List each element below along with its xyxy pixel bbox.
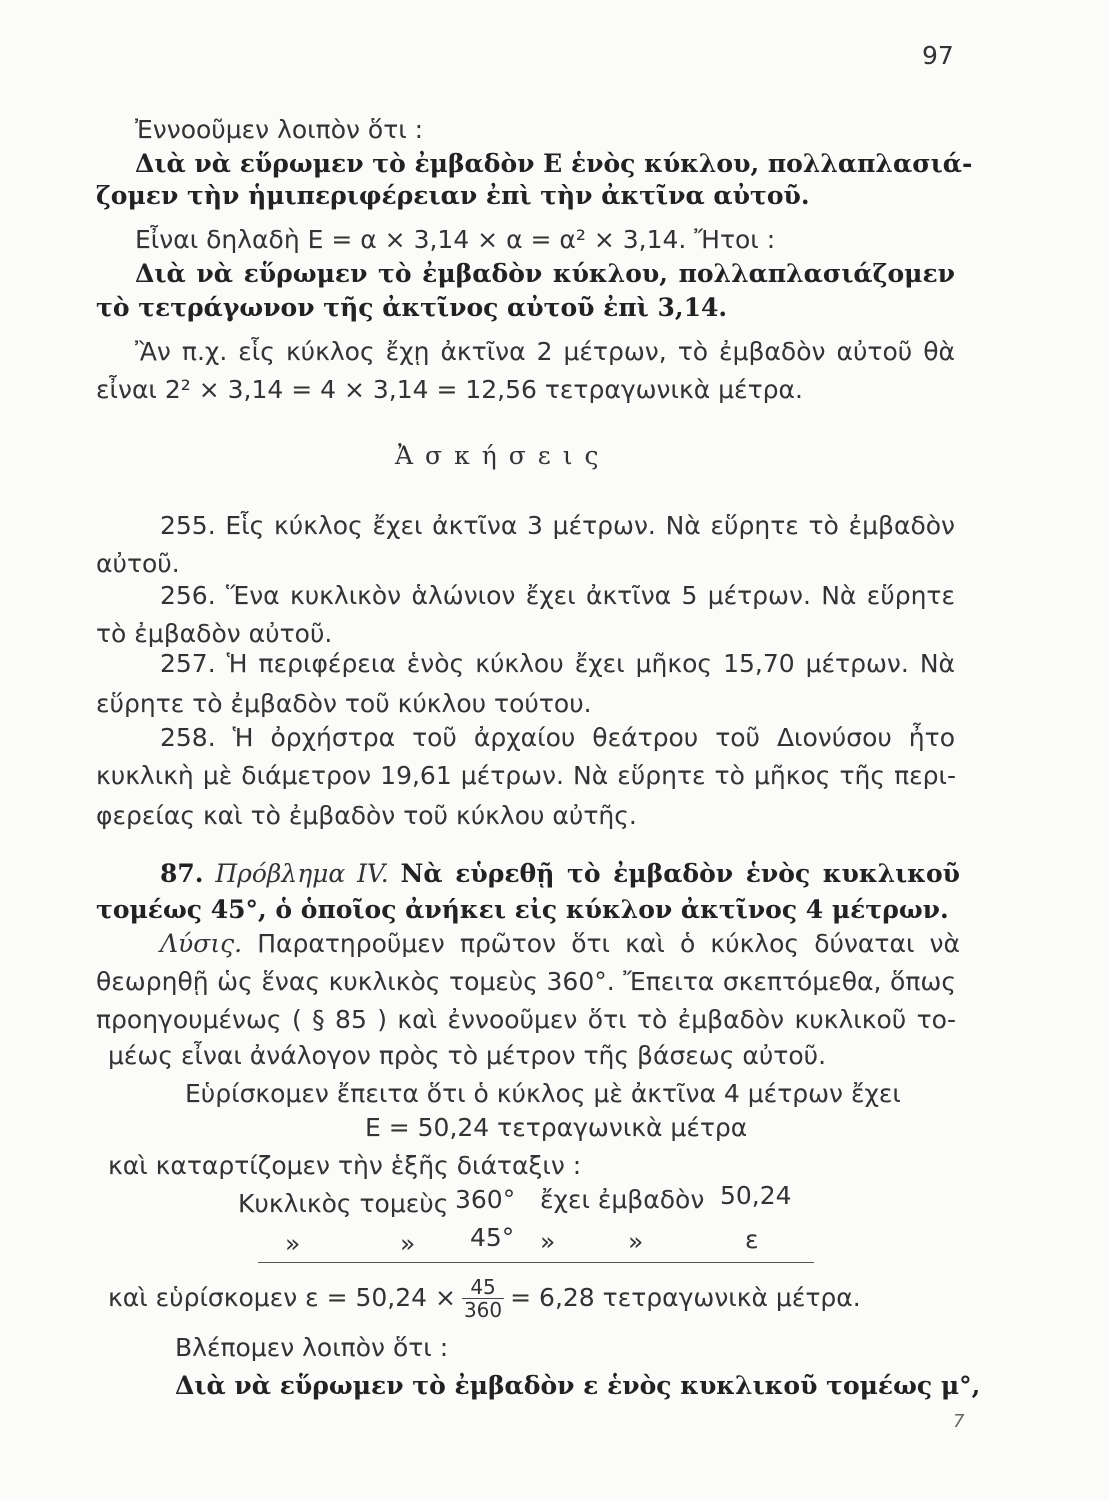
- table-row-2-symbol: ε: [745, 1225, 759, 1254]
- rule-1-line-2: ζομεν τὴν ἡμιπεριφέρειαν ἐπὶ τὴν ἀκτῖνα αὐτοῦ.: [96, 181, 810, 210]
- table-row-1-verb: ἔχει ἐμβαδὸν: [540, 1185, 705, 1214]
- exercise-257-line-1: 257. Ἡ περιφέρεια ἑνὸς κύκλου ἔχει μῆκος 15,70 μέτρων. Νὰ: [160, 649, 955, 678]
- rule-2-line-1: Διὰ νὰ εὕρωμεν τὸ ἐμβαδὸν κύκλου, πολλαπλασιάζομεν: [135, 259, 955, 288]
- problem-label: Πρόβλημα IV.: [215, 859, 389, 888]
- solution-line-3: προηγουμένως ( § 85 ) καὶ ἐννοοῦμεν ὅτι τὸ ἐμβαδὸν κυκλικοῦ το-: [96, 1005, 956, 1034]
- solution-line-2: θεωρηθῇ ὡς ἕνας κυκλικὸς τομεὺς 360°. Ἔπειτα σκεπτόμεθα, ὅπως: [96, 967, 956, 996]
- exercise-258-line-2: κυκλικὴ μὲ διάμετρον 19,61 μέτρων. Νὰ εὕρητε τὸ μῆκος τῆς περι-: [96, 761, 956, 790]
- intro-text: Ἐννοοῦμεν λοιπὸν ὅτι :: [135, 115, 424, 144]
- problem-number: 87.: [160, 859, 204, 888]
- example-line-2: εἶναι 2² × 3,14 = 4 × 3,14 = 12,56 τετραγωνικὰ μέτρα.: [96, 375, 803, 404]
- table-row-2-angle: 45°: [470, 1223, 515, 1252]
- solution-line-4: μέως εἶναι ἀνάλογον πρὸς τὸ μέτρον τῆς βάσεως αὐτοῦ.: [108, 1041, 827, 1070]
- rule-2-line-2: τὸ τετράγωνον τῆς ἀκτῖνος αὐτοῦ ἐπὶ 3,14.: [96, 293, 728, 322]
- result-fraction: [462, 1276, 504, 1321]
- table-row-2-ditto-4: »: [628, 1227, 644, 1256]
- table-row-1-value: 50,24: [720, 1181, 792, 1210]
- problem-header: [160, 858, 960, 890]
- exercises-heading: Ἀσκήσεις: [395, 441, 611, 470]
- formula-text: Εἶναι δηλαδὴ Ε = α × 3,14 × α = α² × 3,14. Ἤτοι :: [135, 225, 776, 254]
- rule-1-line-1: Διὰ νὰ εὕρωμεν τὸ ἐμβαδὸν Ε ἑνὸς κύκλου, πολλαπλασιά-: [135, 149, 973, 178]
- result-suffix: = 6,28 τετραγωνικὰ μέτρα.: [510, 1283, 861, 1312]
- area-line: Ε = 50,24 τετραγωνικὰ μέτρα: [365, 1113, 748, 1142]
- table-row-1-label: Κυκλικὸς τομεὺς: [238, 1189, 449, 1218]
- page-number: 97: [922, 41, 954, 70]
- fraction-denominator: 360: [463, 1297, 503, 1322]
- problem-line-1: Νὰ εὑρεθῇ τὸ ἐμβαδὸν ἑνὸς κυκλικοῦ: [400, 859, 960, 888]
- signature-mark: 7: [953, 1411, 965, 1432]
- solution-label: Λύσις.: [160, 929, 243, 958]
- table-rule: [258, 1262, 814, 1263]
- exercise-257-line-2: εὕρητε τὸ ἐμβαδὸν τοῦ κύκλου τούτου.: [96, 689, 592, 718]
- example-line-1: Ἂν π.χ. εἷς κύκλος ἔχῃ ἀκτῖνα 2 μέτρων, τὸ ἐμβαδὸν αὐτοῦ θὰ: [135, 337, 955, 366]
- problem-line-2: τομέως 45°, ὁ ὁποῖος ἀνήκει εἰς κύκλον ἀκτῖνος 4 μέτρων.: [96, 895, 949, 924]
- solution-line-1: [160, 928, 960, 960]
- table-row-2-ditto-1: »: [285, 1229, 301, 1258]
- conclusion-intro: Βλέπομεν λοιπὸν ὅτι :: [175, 1333, 449, 1362]
- solution-line-5: Εὑρίσκομεν ἔπειτα ὅτι ὁ κύκλος μὲ ἀκτῖνα 4 μέτρων ἔχει: [185, 1079, 901, 1108]
- exercise-256-line-1: 256. Ἕνα κυκλικὸν ἁλώνιον ἔχει ἀκτῖνα 5 μέτρων. Νὰ εὕρητε: [160, 581, 955, 610]
- table-row-1-angle: 360°: [455, 1185, 516, 1214]
- conclusion-rule: Διὰ νὰ εὕρωμεν τὸ ἐμβαδὸν ε ἑνὸς κυκλικοῦ τομέως μ°,: [175, 1371, 981, 1400]
- fraction-numerator: 45: [462, 1276, 504, 1299]
- table-row-2-ditto-2: »: [400, 1229, 416, 1258]
- table-row-2-ditto-3: »: [540, 1227, 556, 1256]
- exercise-258-line-1: 258. Ἡ ὀρχήστρα τοῦ ἀρχαίου θεάτρου τοῦ Διονύσου ἦτο: [160, 723, 955, 752]
- exercise-258-line-3: φερείας καὶ τὸ ἐμβαδὸν τοῦ κύκλου αὐτῆς.: [96, 801, 637, 830]
- exercise-255-line-1: 255. Εἷς κύκλος ἔχει ἀκτῖνα 3 μέτρων. Νὰ εὕρητε τὸ ἐμβαδὸν: [160, 511, 955, 540]
- arrange-line: καὶ καταρτίζομεν τὴν ἑξῆς διάταξιν :: [108, 1151, 582, 1180]
- solution-line-1-text: Παρατηροῦμεν πρῶτον ὅτι καὶ ὁ κύκλος δύναται νὰ: [257, 929, 960, 958]
- result-line: [108, 1270, 861, 1326]
- exercise-255-line-2: αὐτοῦ.: [96, 549, 180, 578]
- exercise-256-line-2: τὸ ἐμβαδὸν αὐτοῦ.: [96, 619, 333, 648]
- result-prefix: καὶ εὑρίσκομεν ε = 50,24 ×: [108, 1283, 456, 1312]
